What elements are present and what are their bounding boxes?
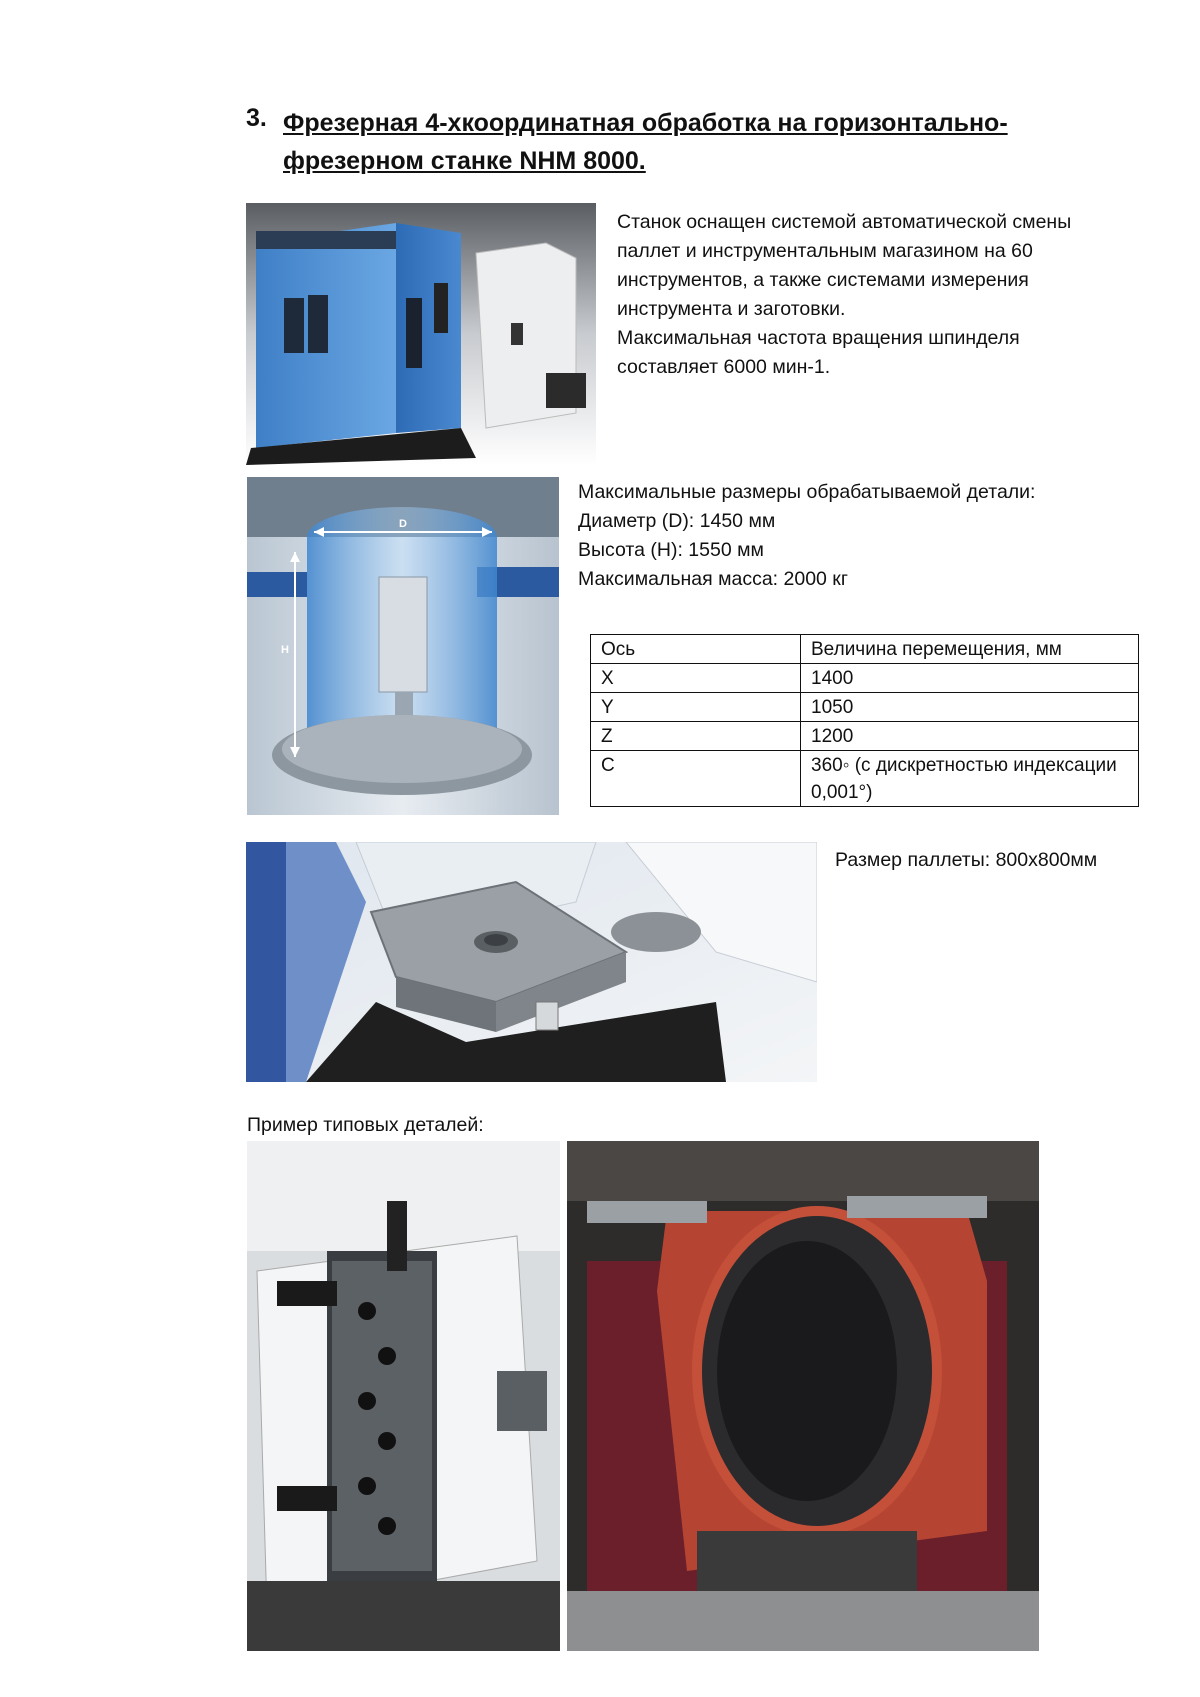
pallet-photo — [246, 842, 817, 1082]
table-header-cell: Величина перемещения, мм — [801, 635, 1139, 664]
machine-line: инструмента и заготовки. — [617, 298, 846, 320]
examples-caption: Пример типовых деталей: — [247, 1114, 484, 1136]
machine-line: Максимальная частота вращения шпинделя — [617, 327, 1020, 349]
table-row — [591, 664, 1139, 693]
workpiece-line: Максимальная масса: 2000 кг — [578, 568, 848, 590]
workpiece-line: Диаметр (D): 1450 мм — [578, 510, 776, 532]
table-cell: 1050 — [801, 693, 1139, 722]
table-header-cell: Ось — [591, 635, 801, 664]
table-cell: 360◦ (с дискретностью индексации 0,001°) — [801, 751, 1139, 807]
table-cell: 1400 — [801, 664, 1139, 693]
table-cell: Z — [591, 722, 801, 751]
workspace-diagram — [247, 477, 559, 815]
diameter-label: D — [399, 518, 407, 530]
table-row — [591, 722, 1139, 751]
example-part-left-photo — [247, 1141, 560, 1651]
machine-line: Станок оснащен системой автоматической смены — [617, 211, 1072, 233]
table-header-row — [591, 635, 1139, 664]
workpiece-limits — [578, 478, 1178, 594]
height-label: H — [281, 644, 289, 656]
machine-line: составляет 6000 мин-1. — [617, 356, 831, 378]
machine-line: паллет и инструментальным магазином на 60 — [617, 240, 1033, 262]
table-cell: C — [591, 751, 801, 807]
table-row — [591, 693, 1139, 722]
pallet-size: Размер паллеты: 800х800мм — [835, 849, 1098, 871]
machine-description — [617, 208, 1177, 382]
machine-line: инструментов, а также системами измерения — [617, 269, 1029, 291]
workpiece-line: Максимальные размеры обрабатываемой детали: — [578, 481, 1036, 503]
table-row — [591, 751, 1139, 807]
section-title: Фрезерная 4-хкоординатная обработка на горизонтально-фрезерном станке NHM 8000. — [283, 109, 1008, 175]
axes-table — [590, 634, 1139, 807]
workpiece-line: Высота (H): 1550 мм — [578, 539, 764, 561]
section-number: 3. — [246, 104, 267, 132]
example-part-right-photo — [567, 1141, 1039, 1651]
table-cell: Y — [591, 693, 801, 722]
table-cell: 1200 — [801, 722, 1139, 751]
machine-photo — [246, 203, 596, 465]
table-cell: X — [591, 664, 801, 693]
